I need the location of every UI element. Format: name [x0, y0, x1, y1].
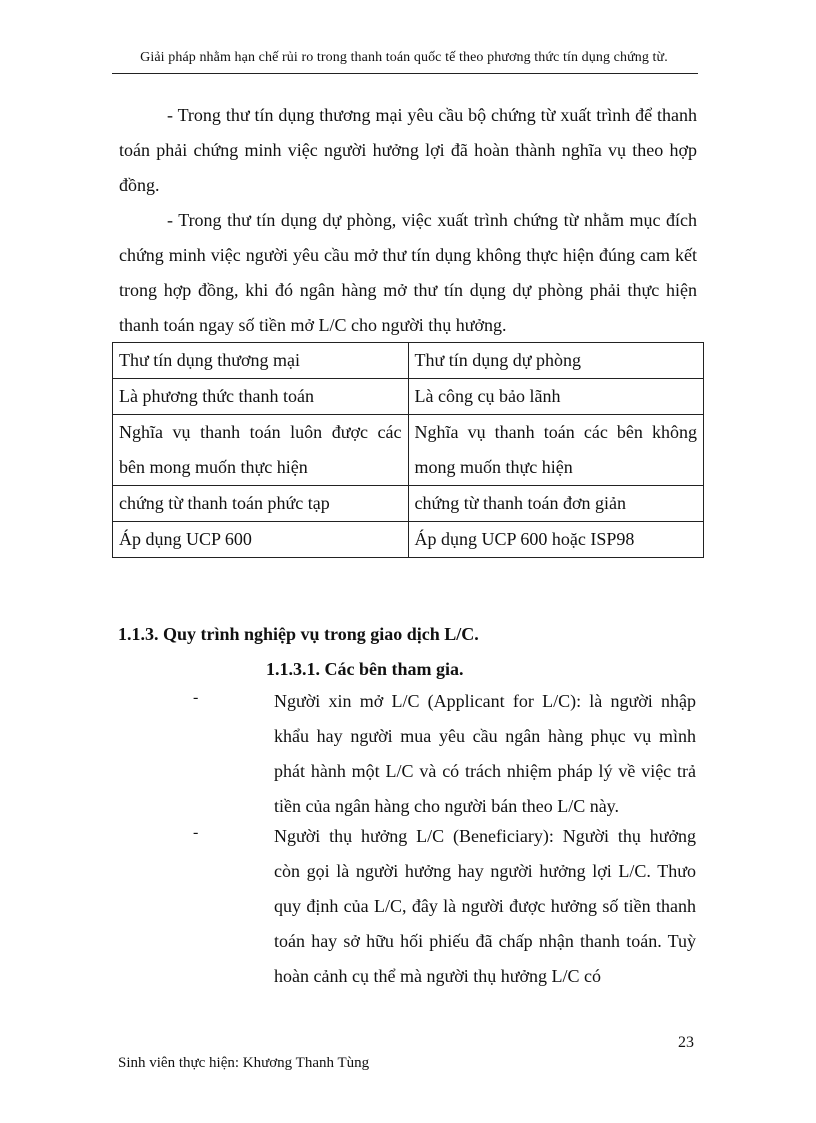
table-cell: chứng từ thanh toán phức tạp [113, 486, 409, 522]
paragraph-commercial-lc: - Trong thư tín dụng thương mại yêu cầu bộ chứng từ xuất trình để thanh toán phải chứng minh việc người hưởng lợi đã hoàn thành nghĩa vụ theo hợp đồng. [119, 105, 697, 195]
table-cell: Nghĩa vụ thanh toán các bên không mong muốn thực hiện [408, 415, 704, 486]
table-row [113, 415, 704, 486]
footer-author: Sinh viên thực hiện: Khương Thanh Tùng [118, 1055, 370, 1071]
page-number: 23 [678, 1034, 694, 1051]
subsection-heading: 1.1.3.1. Các bên tham gia. [266, 659, 464, 679]
bullet-beneficiary: Người thụ hưởng L/C (Beneficiary): Người thụ hưởng còn gọi là người hưởng hay người hưởng lợi L/C. Thưo quy định của L/C, đây là người được hưởng số tiền thanh toán hay sở hữu hối phiếu đã chấp nhận thanh toán. Tuỳ hoàn cảnh cụ thể mà người thụ hưởng L/C có [274, 826, 696, 986]
bullet-marker: - [193, 824, 199, 841]
table-row [113, 343, 704, 379]
table-row [113, 486, 704, 522]
bullet-applicant: Người xin mở L/C (Applicant for L/C): là người nhập khẩu hay người mua yêu cầu ngân hàng phục vụ mình phát hành một L/C và có trách nhiệm pháp lý về việc trả tiền của ngân hàng cho người bán theo L/C này. [274, 691, 696, 816]
header-rule [112, 73, 698, 74]
table-cell: Thư tín dụng dự phòng [408, 343, 704, 379]
table-cell: Áp dụng UCP 600 hoặc ISP98 [408, 522, 704, 558]
table-cell: Thư tín dụng thương mại [113, 343, 409, 379]
bullet-marker: - [193, 689, 199, 706]
table-row [113, 522, 704, 558]
paragraph-standby-lc: - Trong thư tín dụng dự phòng, việc xuất trình chứng từ nhằm mục đích chứng minh việc người yêu cầu mở thư tín dụng không thực hiện đúng cam kết trong hợp đồng, khi đó ngân hàng mở thư tín dụng dự phòng phải thực hiện thanh toán ngay số tiền mở L/C cho người thụ hưởng. [119, 210, 697, 335]
table-cell: Là phương thức thanh toán [113, 379, 409, 415]
section-heading: 1.1.3. Quy trình nghiệp vụ trong giao dịch L/C. [118, 624, 479, 644]
table-cell: Áp dụng UCP 600 [113, 522, 409, 558]
table-cell: chứng từ thanh toán đơn giản [408, 486, 704, 522]
comparison-table [112, 342, 704, 558]
table-row [113, 379, 704, 415]
table-cell: Là công cụ bảo lãnh [408, 379, 704, 415]
page-header-title: Giải pháp nhằm hạn chế rủi ro trong thanh toán quốc tế theo phương thức tín dụng chứng từ. [140, 50, 668, 65]
table-cell: Nghĩa vụ thanh toán luôn được các bên mong muốn thực hiện [113, 415, 409, 486]
